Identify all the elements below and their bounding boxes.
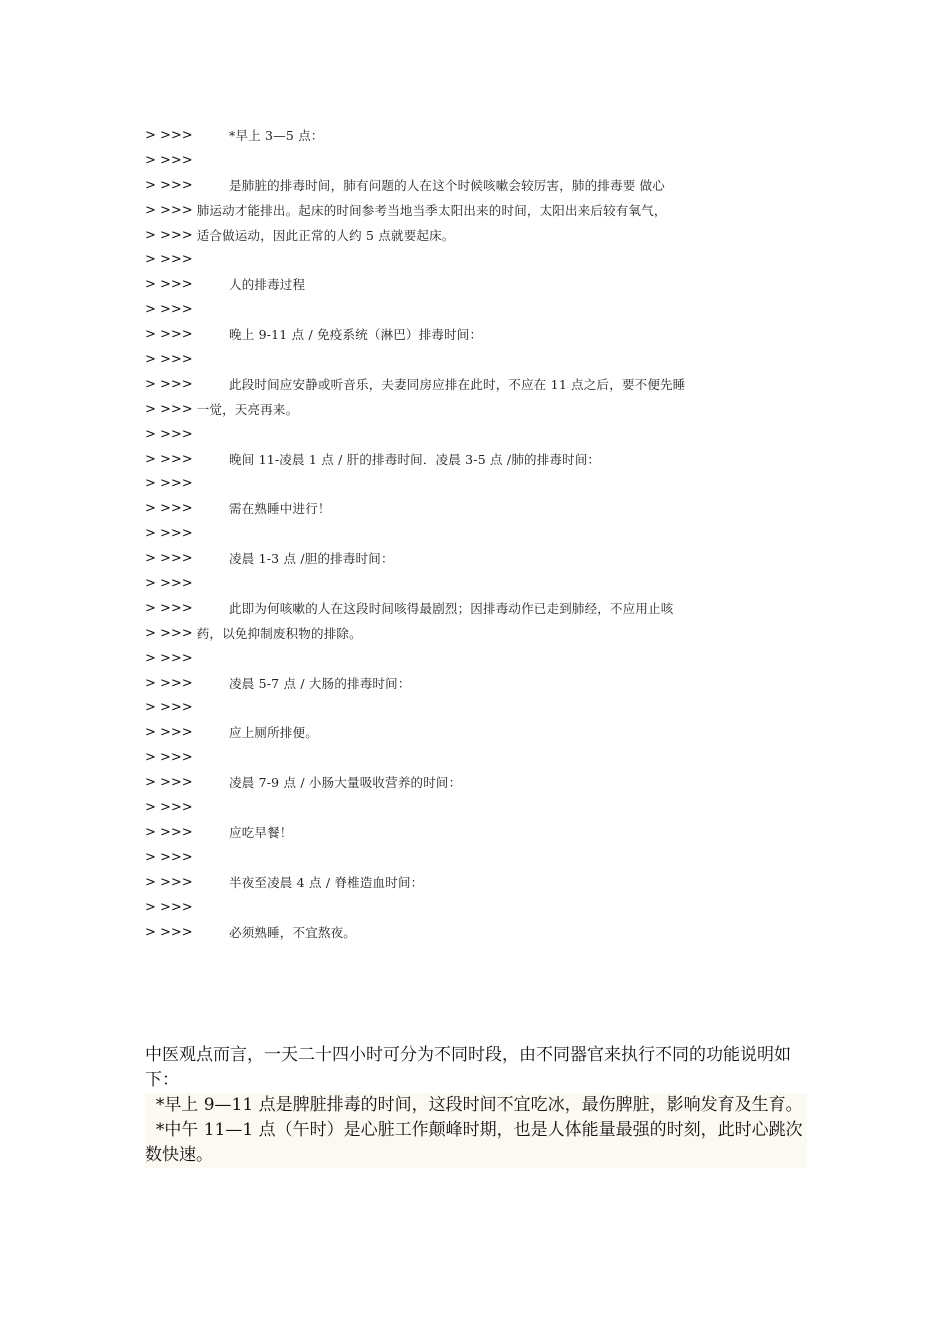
quote-text: 半夜至凌晨 4 点 / 脊椎造血时间： <box>229 874 424 890</box>
quote-line <box>145 696 785 721</box>
quote-text: 肺运动才能排出。起床的时间参考当地当季太阳出来的时间，太阳出来后较有氧气， <box>196 202 667 218</box>
quote-prefix: > >>> <box>145 476 193 492</box>
quote-text: 此即为何咳嗽的人在这段时间咳得最剧烈；因排毒动作已走到肺经，不应用止咳 <box>229 600 674 616</box>
quote-line <box>145 174 785 199</box>
quote-prefix: > >>> <box>145 675 193 691</box>
quote-prefix: > >>> <box>145 376 193 392</box>
quote-text: 是肺脏的排毒时间，肺有问题的人在这个时候咳嗽会较厉害，肺的排毒要 做心 <box>229 177 665 193</box>
quote-line <box>145 497 785 522</box>
quote-text: 凌晨 7-9 点 / 小肠大量吸收营养的时间： <box>229 775 462 791</box>
quote-prefix: > >>> <box>145 152 193 168</box>
quote-prefix: > >>> <box>145 576 193 592</box>
quote-text: 药，以免抑制废积物的排除。 <box>196 625 362 641</box>
quoted-email-block <box>145 124 785 945</box>
quote-prefix: > >>> <box>145 252 193 268</box>
quote-line <box>145 846 785 871</box>
quote-prefix: > >>> <box>145 352 193 368</box>
quote-text: 晚上 9-11 点 / 免疫系统（淋巴）排毒时间： <box>229 327 483 343</box>
quote-prefix: > >>> <box>145 899 193 915</box>
quote-prefix: > >>> <box>145 327 193 343</box>
quote-text: 人的排毒过程 <box>229 277 306 293</box>
quote-line <box>145 721 785 746</box>
quote-line <box>145 472 785 497</box>
quote-prefix: > >>> <box>145 302 193 318</box>
quote-line <box>145 423 785 448</box>
quote-line <box>145 149 785 174</box>
quote-line <box>145 273 785 298</box>
quote-line <box>145 871 785 896</box>
quote-line <box>145 547 785 572</box>
quote-prefix: > >>> <box>145 800 193 816</box>
quote-prefix: > >>> <box>145 750 193 766</box>
quote-prefix: > >>> <box>145 824 193 840</box>
quote-line <box>145 323 785 348</box>
quote-line <box>145 746 785 771</box>
quote-text: 应上厕所排便。 <box>229 725 318 741</box>
quote-prefix: > >>> <box>145 650 193 666</box>
quote-text: *早上 3—5 点： <box>229 128 324 143</box>
quote-line <box>145 647 785 672</box>
quote-text: 凌晨 1-3 点 /胆的排毒时间： <box>229 551 394 567</box>
quote-line <box>145 224 785 249</box>
quote-prefix: > >>> <box>145 277 193 293</box>
intro-paragraph: 中医观点而言，一天二十四小时可分为不同时段，由不同器官来执行不同的功能说明如下： <box>145 1043 807 1093</box>
quote-prefix: > >>> <box>145 227 193 243</box>
quote-line <box>145 298 785 323</box>
quote-text: 一觉，天亮再来。 <box>196 401 299 417</box>
heart-peak-paragraph: *中午 11—1 点（午时）是心脏工作颠峰时期，也是人体能量最强的时刻，此时心跳次数快速。 <box>145 1120 803 1165</box>
quote-prefix: > >>> <box>145 177 193 193</box>
quote-prefix: > >>> <box>145 849 193 865</box>
quote-prefix: > >>> <box>145 725 193 741</box>
quote-text: 凌晨 5-7 点 / 大肠的排毒时间： <box>229 675 411 691</box>
quote-text: 适合做运动，因此正常的人约 5 点就要起床。 <box>196 227 455 243</box>
quote-line <box>145 572 785 597</box>
quote-prefix: > >>> <box>145 401 193 417</box>
spleen-detox-paragraph: *早上 9—11 点是脾脏排毒的时间，这段时间不宜吃冰，最伤脾脏，影响发育及生育。 <box>145 1095 803 1115</box>
quote-line <box>145 921 785 946</box>
quote-prefix: > >>> <box>145 426 193 442</box>
quote-line <box>145 796 785 821</box>
quote-text: 应吃早餐！ <box>229 824 293 840</box>
quote-text: 必须熟睡，不宜熬夜。 <box>229 924 357 940</box>
quote-prefix: > >>> <box>145 202 193 218</box>
quote-line <box>145 522 785 547</box>
quote-line <box>145 199 785 224</box>
quote-text: 晚间 11-凌晨 1 点 / 肝的排毒时间．凌晨 3-5 点 /肺的排毒时间： <box>229 451 601 467</box>
quote-line <box>145 622 785 647</box>
quote-line <box>145 448 785 473</box>
quote-prefix: > >>> <box>145 526 193 542</box>
quote-prefix: > >>> <box>145 451 193 467</box>
quote-prefix: > >>> <box>145 700 193 716</box>
quote-prefix: > >>> <box>145 874 193 890</box>
quote-prefix: > >>> <box>145 551 193 567</box>
quote-line <box>145 348 785 373</box>
quote-prefix: > >>> <box>145 924 193 940</box>
quote-prefix: > >>> <box>145 128 193 143</box>
quote-text: 需在熟睡中进行！ <box>229 501 331 517</box>
quote-prefix: > >>> <box>145 625 193 641</box>
quote-prefix: > >>> <box>145 600 193 616</box>
quote-line <box>145 248 785 273</box>
quote-prefix: > >>> <box>145 501 193 517</box>
quote-line <box>145 373 785 398</box>
quote-prefix: > >>> <box>145 775 193 791</box>
quote-line <box>145 124 785 149</box>
quote-line <box>145 821 785 846</box>
quote-line <box>145 771 785 796</box>
quote-line <box>145 597 785 622</box>
quote-line <box>145 896 785 921</box>
quote-line <box>145 398 785 423</box>
quote-text: 此段时间应安静或听音乐，夫妻同房应排在此时，不应在 11 点之后，要不便先睡 <box>229 376 686 392</box>
tcm-explanation-section <box>145 1043 807 1168</box>
quote-line <box>145 672 785 697</box>
